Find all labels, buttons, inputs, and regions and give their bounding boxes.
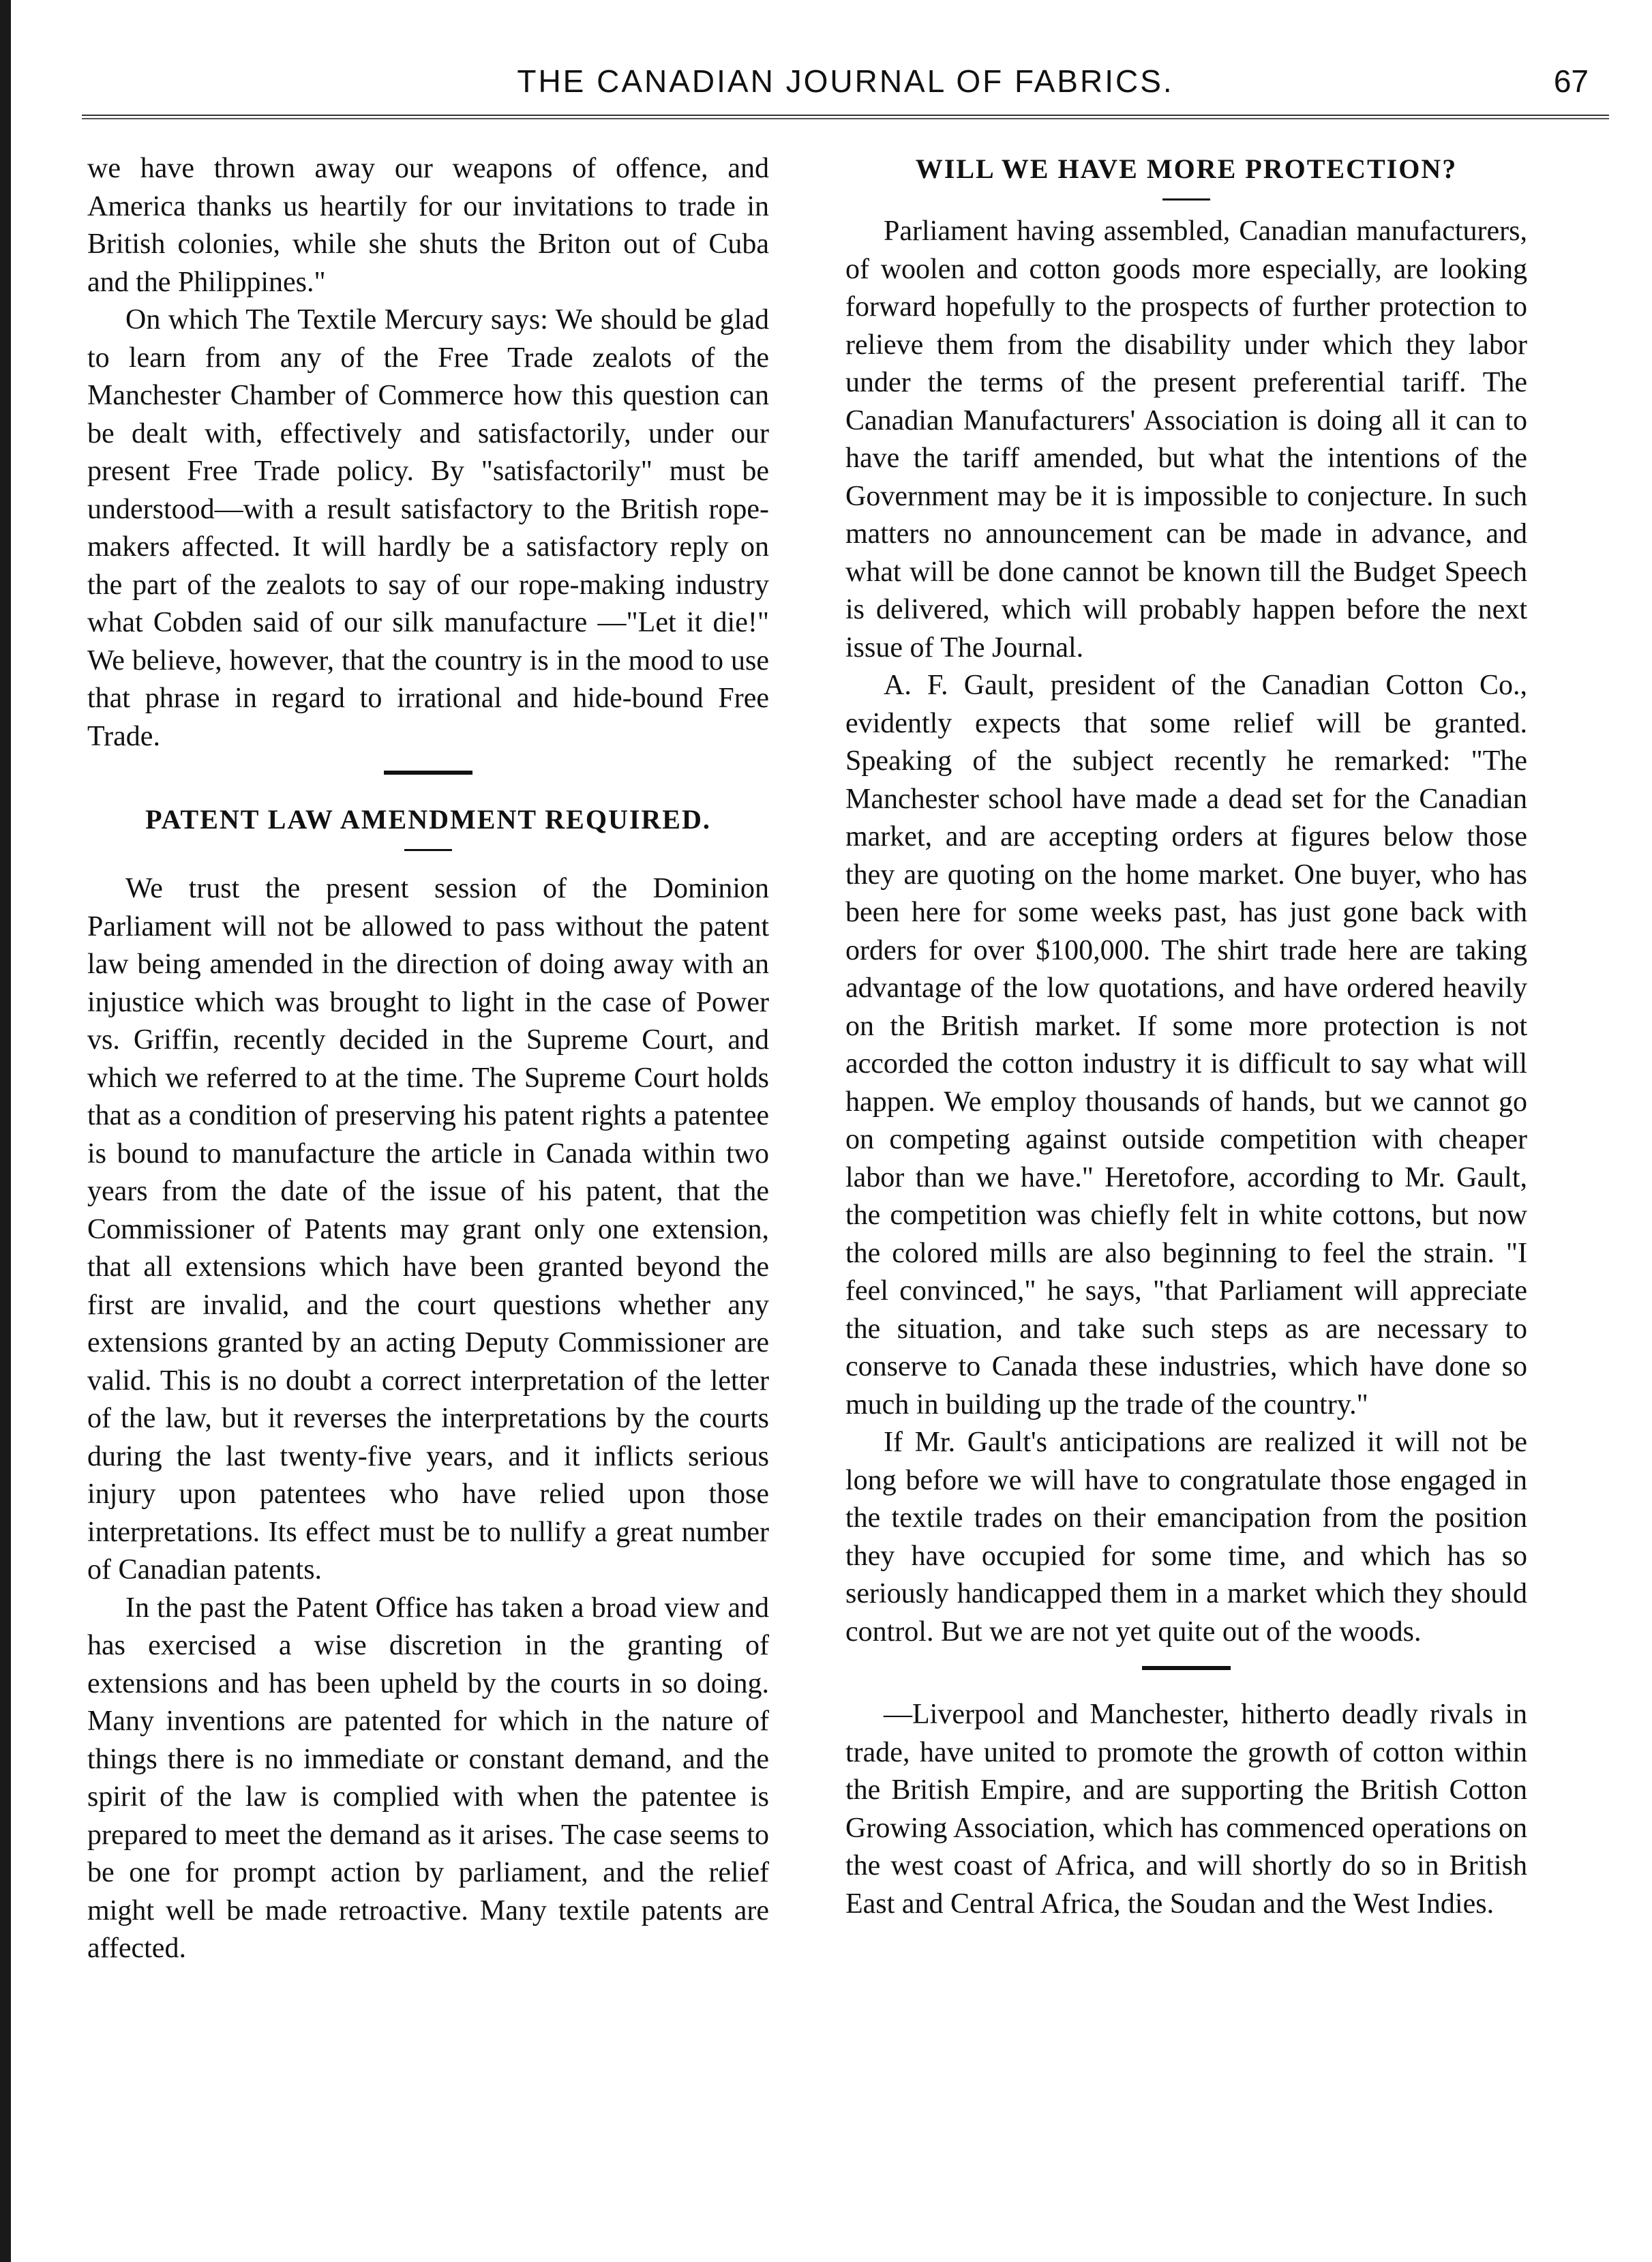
protection-paragraph-3: If Mr. Gault's anticipations are realized it will not be long before we will have to congratulate those engaged in the textile trades on their emancipation from the position they have occupied for some time, and which has so seriously handicapped them in a market which they should control. But we are not yet quite out of the woods. [845,1427,1527,1648]
right-column [845,150,1527,1923]
protection-paragraph-2: A. F. Gault, president of the Canadian Cotton Co., evidently expects that some relief will be granted. Speaking of the subject recently he remarked: "The Manchester school have made a dead set for the Canadian market, and are accepting orders at figures below those they are quoting on the home market. One buyer, who has been here for some weeks past, has just gone back with orders for over $100,000. The shirt trade here are taking advantage of the low quotations, and have ordered heavily on the British market. If some more protection is not accorded the cotton industry it is difficult to say what will happen. We employ thousands of hands, but we cannot go on competing against outside competition with cheaper labor than we have." Heretofore, according to Mr. Gault, the competition was chiefly felt in white cottons, but now the colored mills are also beginning to feel the strain. "I feel convinced," he says, "that Parliament will appreciate the situation, and take such steps as are necessary to conserve to Canada these industries, which have done so much in building up the trade of the country." [845,670,1527,1420]
running-title: THE CANADIAN JOURNAL OF FABRICS. [517,63,1174,99]
page-header [82,63,1609,117]
intro-paragraph-1: we have thrown away our weapons of offence, and America thanks us heartily for our invitations to trade in British colonies, while she shuts the Briton out of Cuba and the Philippines." [87,153,769,298]
header-rule [82,115,1609,119]
cotton-paragraph: —Liverpool and Manchester, hitherto deadly rivals in trade, have united to promote the growth of cotton within the British Empire, and are supporting the British Cotton Growing Association, which has commenced operations on the west coast of Africa, and will shortly do so in British East and Central Africa, the Soudan and the West Indies. [845,1699,1527,1920]
patent-paragraph-2: In the past the Patent Office has taken a broad view and has exercised a wise discretion in the granting of extensions and has been upheld by the courts in so doing. Many inventions are patented for which in the nature of things there is no immediate or constant demand, and the spirit of the law is complied with when the patentee is prepared to meet the demand as it arises. The case seems to be one for prompt action by parliament, and the relief might well be made retroactive. Many textile patents are affected. [87,1592,769,1964]
page-binding-edge [0,0,11,2262]
left-column [87,150,769,1968]
page-number: 67 [1553,63,1589,99]
section-divider [384,771,472,775]
intro-paragraph-2: On which The Textile Mercury says: We should be glad to learn from any of the Free Trade zealots of the Manchester Chamber of Commerce how this question can be dealt with, effectively and satisfactorily, under our present Free Trade policy. By "satisfactorily" must be understood—with a result satisfactory to the British rope-makers affected. It will hardly be a satisfactory reply on the part of the zealots to say of our rope-making industry what Cobden said of our silk manufacture —"Let it die!" We believe, however, that the country is in the mood to use that phrase in regard to irrational and hide-bound Free Trade. [87,304,769,752]
protection-heading: WILL WE HAVE MORE PROTECTION? [915,153,1458,184]
patent-paragraph-1: We trust the present session of the Dominion Parliament will not be allowed to pass without the patent law being amended in the direction of doing away with an injustice which was brought to light in the case of Power vs. Griffin, recently decided in the Supreme Court, and which we referred to at the time. The Supreme Court holds that as a condition of preserving his patent rights a patentee is bound to manufacture the article in Canada within two years from the date of the issue of his patent, that the Commissioner of Patents may grant only one extension, that all extensions which have been granted beyond the first are invalid, and the court questions whether any extensions granted by an acting Deputy Commissioner are valid. This is no doubt a correct interpretation of the letter of the law, but it reverses the interpretations by the courts during the last twenty-five years, and it inflicts serious injury upon patentees who have relied upon those interpretations. Its effect must be to nullify a great number of Canadian patents. [87,873,769,1586]
heading-rule [404,849,452,851]
section-divider [1142,1666,1231,1670]
patent-heading: PATENT LAW AMENDMENT REQUIRED. [145,804,711,835]
heading-rule [1162,198,1210,200]
protection-paragraph-1: Parliament having assembled, Canadian manufacturers, of woolen and cotton goods more especially, are looking forward hopefully to the prospects of further protection to relieve them from the disability under which they labor under the terms of the present preferential tariff. The Canadian Manufacturers' Association is doing all it can to have the tariff amended, but what the intentions of the Government may be it is impossible to conjecture. In such matters no announcement can be made in advance, and what will be done cannot be known till the Budget Speech is delivered, which will probably happen before the next issue of The Journal. [845,215,1527,664]
